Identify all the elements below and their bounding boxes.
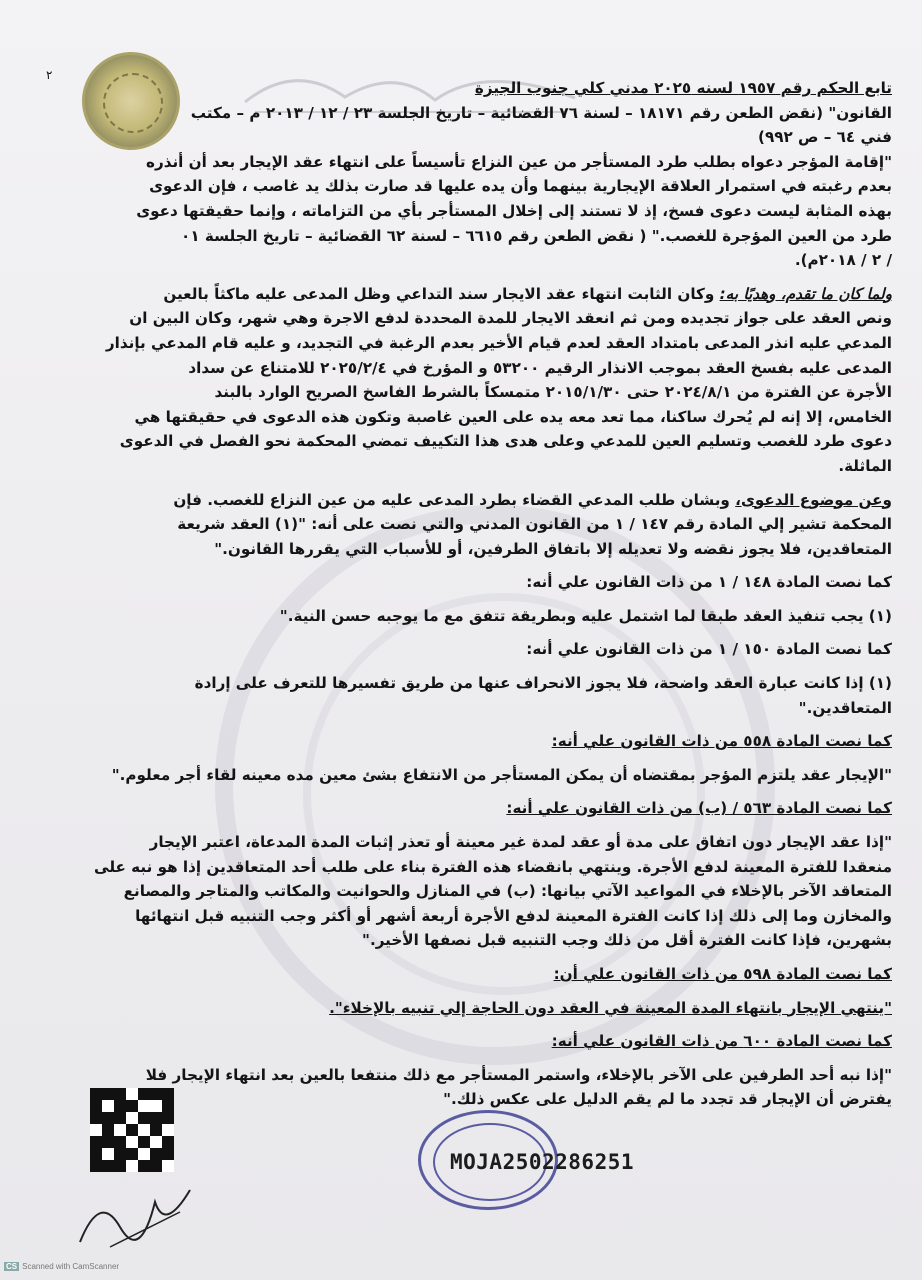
quote-line: "إقامة المؤجر دعواه بطلب طرد المستأجر من عين النزاع تأسيساً على انتهاء عقد الإيجار بعد أن أنذره — [146, 152, 892, 171]
article-text: "إذا نبه أحد الطرفين على الآخر بالإخلاء، واستمر المستأجر مع ذلك منتفعا بالعين بعد انتهاء الإيجار فلا — [145, 1065, 892, 1084]
article-intro: كما نصت المادة ١٤٨ / ١ من ذات القانون علي أنه: — [526, 573, 892, 592]
judgment-text — [30, 76, 892, 1112]
article-text: (١) يجب تنفيذ العقد طبقا لما اشتمل عليه وبطريقة تتفق مع ما يوجبه حسن النية." — [279, 606, 892, 625]
article-text: "الإيجار عقد يلتزم المؤجر بمقتضاه أن يمكن المستأجر من الانتفاع بشئ معين مده معينه لقاء أجر معلوم." — [111, 765, 892, 784]
scanner-watermark — [4, 1262, 119, 1271]
scanner-text: Scanned with CamScanner — [22, 1262, 120, 1271]
header-line: القانون" (نقض الطعن رقم ١٨١٧١ – لسنة ٧٦ القضائية – تاريخ الجلسة ٢٣ / ١٢ / ٢٠١٣ م – مكتب — [190, 103, 892, 122]
header-line: تابع الحكم رقم ١٩٥٧ لسنه ٢٠٢٥ مدني كلي جنوب الجيزة — [474, 79, 892, 97]
paragraph-lead: وعن موضوع الدعوى، — [735, 490, 892, 509]
article-text: منعقدا للفترة المعينة لدفع الأجرة. وينتهي بانقضاء هذه الفترة بناء على طلب أحد المتعاقدين إذا هو نبه على — [93, 857, 892, 876]
paragraph-line: المحكمة تشير إلي المادة رقم ١٤٧ / ١ من القانون المدني والتي نصت على أنه: "(١) العقد شريعة — [177, 515, 892, 534]
article-text: بشهرين، فإذا كانت الفترة أقل من ذلك وجب التنبيه قبل نصفها الأخير." — [362, 931, 892, 950]
paragraph-line: المدعي عليه انذر المدعى بامتداد العقد لعدم قيام الأخير بعدم الرغبة في التجديد، و عليه قام المدعي بإنذار — [105, 333, 892, 352]
paragraph-lead: ولما كان ما تقدم، وهديًا به: — [719, 284, 892, 303]
paragraph-text: وكان الثابت انتهاء عقد الايجار سند التداعي وظل المدعى عليه ماكثاً بالعين — [163, 284, 715, 303]
paragraph-line: الخامس، إلا إنه لم يُحرك ساكنا، مما تعد معه يده على العين غاصبة وتكون هذه الدعوى في حقيقتها هي — [134, 407, 892, 426]
article-intro: كما نصت المادة ٥٩٨ من ذات القانون علي أن: — [553, 965, 892, 983]
quote-line: / ٢ / ٢٠١٨م). — [794, 251, 892, 270]
qr-code — [90, 1088, 174, 1172]
paragraph-text: وبشان طلب المدعي القضاء بطرد المدعى عليه من عين النزاع للغصب. فإن — [173, 490, 730, 509]
paragraph-line: الماثلة. — [838, 456, 892, 475]
header-line: فني ٦٤ – ص ٩٩٢) — [757, 128, 892, 147]
barcode-number: MOJA2502286251 — [450, 1150, 635, 1174]
article-intro: كما نصت المادة ٦٠٠ من ذات القانون علي أنه: — [551, 1032, 892, 1051]
scanner-badge: CS — [6, 1262, 18, 1271]
paragraph-line: دعوى طرد للغصب وتسليم العين للمدعي وعلى هدى هذا التكييف تمضي المحكمة نحو الفصل في الدعوى — [119, 432, 892, 451]
quote-line: بعدم رغبته في استمرار العلاقة الإيجارية بينهما وأن يده عليها قد صارت بذلك يد غاصب ، فإن الدعوى — [149, 177, 892, 196]
paragraph-line: الأجرة عن الفترة من ٢٠٢٤/٨/١ حتى ٢٠١٥/١/٣٠ متمسكاً بالشرط الفاسخ الصريح الوارد بالبند — [214, 383, 892, 402]
article-text: المتعاقد الآخر بالإخلاء في المواعيد الآتي بيانها: (ب) في المنازل والحوانيت والمكاتب والمتاجر والمصانع — [123, 882, 892, 901]
article-intro: كما نصت المادة ٥٦٣ / (ب) من ذات القانون علي أنه: — [506, 799, 892, 818]
paragraph-line: المدعى عليه بفسخ العقد بموجب الانذار الرقيم ٥٣٢٠٠ و المؤرخ في ٢٠٢٥/٢/٤ للامتناع عن سداد — [188, 358, 892, 377]
article-text: (١) إذا كانت عبارة العقد واضحة، فلا يجوز الانحراف عنها من طريق تفسيرها للتعرف على إرادة — [194, 674, 892, 693]
page-number: ٢ — [46, 68, 53, 82]
quote-line: بهذه المثابة ليست دعوى فسخ، إذ لا تستند إلى إخلال المستأجر بأي من التزاماته ، وإنما حقيقتها دعوى — [136, 201, 892, 220]
quote-line: طرد من العين المؤجرة للغصب." ( نقض الطعن رقم ٦٦١٥ – لسنة ٦٢ القضائية – تاريخ الجلسة ٠١ — [181, 226, 892, 245]
article-text: والمخازن وما إلى ذلك إذا كانت الفترة المعينة لدفع الأجرة أربعة أشهر أو أكثر وجب التنبيه قبل انتهائها — [135, 906, 892, 925]
article-text: "ينتهي الإيجار بانتهاء المدة المعينة في العقد دون الحاجة إلي تنبيه بالإخلاء". — [329, 998, 892, 1017]
article-text: المتعاقدين." — [798, 698, 892, 717]
paragraph-line: المتعاقدين، فلا يجوز نقضه ولا تعديله إلا باتفاق الطرفين، أو للأسباب التي يقررها القانون." — [214, 539, 892, 558]
article-intro: كما نصت المادة ٥٥٨ من ذات القانون علي أنه: — [551, 732, 892, 751]
article-intro: كما نصت المادة ١٥٠ / ١ من ذات القانون علي أنه: — [526, 640, 892, 659]
signature — [70, 1172, 210, 1252]
article-text: يفترض أن الإيجار قد تجدد ما لم يقم الدليل على عكس ذلك." — [443, 1090, 892, 1109]
paragraph-line: ونص العقد على جواز تجديده ومن ثم انعقد الايجار للمدة المحددة لدفع الاجرة وهي شهر، وكان البين ان — [129, 309, 892, 328]
paragraph-line — [30, 488, 892, 513]
paragraph-line — [30, 282, 892, 307]
article-text: "إذا عقد الإيجار دون اتفاق على مدة أو عقد لمدة غير معينة أو تعذر إثبات المدة المدعاة، اعتبر الإيجار — [149, 833, 892, 852]
